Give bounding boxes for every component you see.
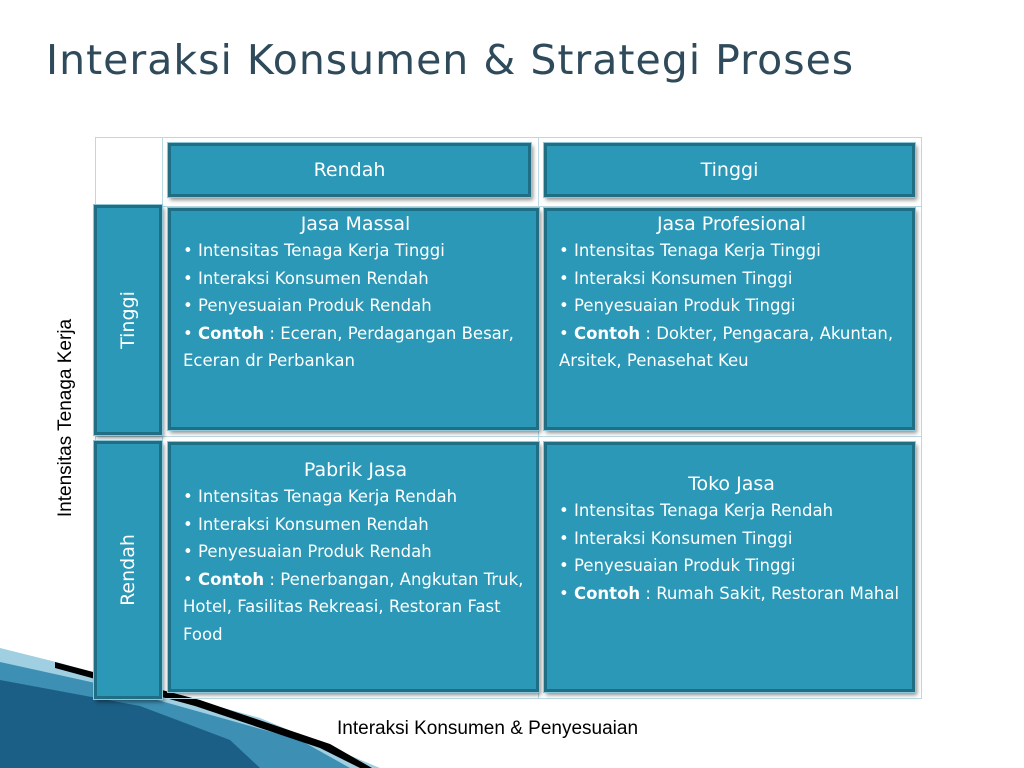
row-header-high-label: Tinggi [117,291,139,349]
quadrant-title: Toko Jasa [688,473,775,495]
quadrant-mass-service: Jasa Massal • Intensitas Tenaga Kerja Tinggi • Interaksi Konsumen Rendah • Penyesuaian Produk Rendah • Contoh : Eceran, Perdagangan Besar, Eceran dr Perbankan [168,208,539,430]
column-header-high-label: Tinggi [700,159,759,181]
quadrant-service-shop: Toko Jasa • Intensitas Tenaga Kerja Rendah • Interaksi Konsumen Tinggi • Penyesuaian Produk Tinggi • Contoh : Rumah Sakit, Restoran Mahal [544,442,915,692]
quadrant-professional-service: Jasa Profesional • Intensitas Tenaga Kerja Tinggi • Interaksi Konsumen Tinggi • Penyesuaian Produk Tinggi • Contoh : Dokter, Pengacara, Akuntan, Arsitek, Penasehat Keu [544,208,915,430]
bullet-consumer-interaction: Interaksi Konsumen Rendah [197,268,429,288]
row-header-low-label: Rendah [117,534,140,606]
quadrant-title: Jasa Massal [300,213,411,235]
quadrant-title: Pabrik Jasa [303,459,408,481]
example-label: Contoh [197,569,265,589]
example-label: Contoh [573,323,641,343]
column-header-high [544,143,915,197]
row-header-low [94,441,162,699]
example-label: Contoh [573,583,641,603]
bullet-customization: Penyesuaian Produk Rendah [197,296,432,315]
quadrant-service-factory: Pabrik Jasa • Intensitas Tenaga Kerja Rendah • Interaksi Konsumen Rendah • Penyesuaian Produk Rendah • Contoh : Penerbangan, Angkutan Truk, Hotel, Fasilitas Rekreasi, Restoran Fast Food [168,442,539,692]
bullet-labor-intensity: Intensitas Tenaga Kerja Tinggi [573,241,821,260]
bullet-labor-intensity: Intensitas Tenaga Kerja Rendah [573,501,834,520]
y-axis-label: Intensitas Tenaga Kerja [55,318,76,518]
column-header-low-label: Rendah [313,159,386,181]
example-text: : Penerbangan, Angkutan Truk, Hotel, Fasilitas Rekreasi, Restoran Fast Food [183,569,524,644]
bullet-customization: Penyesuaian Produk Tinggi [573,556,796,575]
example-text: : Rumah Sakit, Restoran Mahal [640,583,900,603]
bullet-labor-intensity: Intensitas Tenaga Kerja Tinggi [197,241,445,260]
bullet-consumer-interaction: Interaksi Konsumen Rendah [197,514,429,534]
bullet-customization: Penyesuaian Produk Tinggi [573,296,796,315]
quadrant-title: Jasa Profesional [656,213,807,235]
bullet-consumer-interaction: Interaksi Konsumen Tinggi [573,268,793,288]
example-text: : Dokter, Pengacara, Akuntan, Arsitek, Penasehat Keu [559,323,894,370]
slide-title: Interaksi Konsumen & Strategi Proses [46,36,855,84]
bullet-labor-intensity: Intensitas Tenaga Kerja Rendah [197,487,458,506]
row-header-high [94,205,162,435]
example-text: : Eceran, Perdagangan Besar, Eceran dr Perbankan [183,323,514,370]
example-label: Contoh [197,323,265,343]
bullet-consumer-interaction: Interaksi Konsumen Tinggi [573,528,793,548]
column-header-low [168,143,531,197]
bullet-customization: Penyesuaian Produk Rendah [197,542,432,561]
x-axis-label: Interaksi Konsumen & Penyesuaian [337,718,639,739]
